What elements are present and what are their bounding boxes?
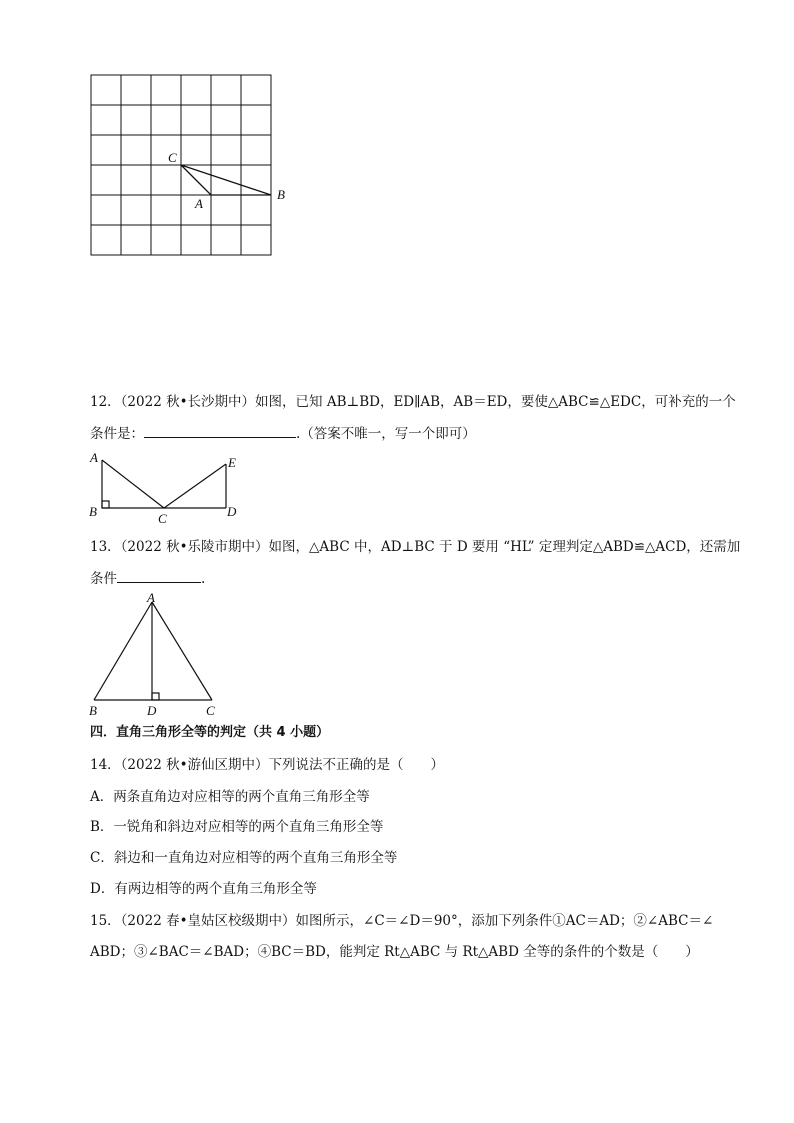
q12-label-c: C	[158, 511, 167, 526]
q13-figure-svg	[84, 590, 224, 720]
section4-title: 四．直角三角形全等的判定（共 4 小题）	[90, 725, 330, 740]
q12-label-d: D	[227, 504, 237, 519]
q14-stem: 14．（2022 秋•游仙区期中）下列说法不正确的是（ ）	[90, 757, 445, 773]
q14-option-c[interactable]: C．斜边和一直角边对应相等的两个直角三角形全等	[90, 850, 398, 866]
grid-figure-svg	[88, 72, 298, 262]
q13-label-d: D	[147, 703, 157, 718]
grid-figure	[88, 72, 298, 262]
q12-label-a: A	[90, 450, 98, 465]
q12-label-e: E	[228, 455, 236, 470]
label-a: A	[195, 196, 203, 211]
q13-line1: 13．（2022 秋•乐陵市期中）如图，△ABC 中，AD⊥BC 于 D 要用 “HL” 定理判定△ABD≌△ACD，还需加	[90, 539, 741, 555]
q12-label-b: B	[89, 504, 97, 519]
q13-label-a: A	[147, 590, 155, 605]
q12-lines	[102, 460, 226, 508]
q12-answer-blank[interactable]	[144, 423, 296, 438]
q15-line2: ABD；③∠BAC＝∠BAD；④BC＝BD，能判定 Rt△ABC 与 Rt△ABD 全等的条件的个数是（ ）	[90, 944, 699, 960]
q12-line2	[90, 423, 476, 443]
q13-answer-blank[interactable]	[117, 568, 201, 583]
label-c: C	[168, 150, 177, 165]
q14-option-b[interactable]: B．一锐角和斜边对应相等的两个直角三角形全等	[90, 819, 384, 835]
label-b: B	[277, 187, 285, 202]
triangle-abc	[181, 165, 271, 195]
q14-option-a[interactable]: A．两条直角边对应相等的两个直角三角形全等	[90, 789, 370, 805]
q12-line2-suffix: .（答案不唯一，写一个即可）	[296, 426, 476, 442]
q15-line1: 15．（2022 春•皇姑区校级期中）如图所示，∠C＝∠D＝90°，添加下列条件①AC＝AD；②∠ABC＝∠	[90, 913, 714, 929]
q13-line2-suffix: .	[201, 571, 206, 587]
q13-line2-prefix: 条件	[90, 571, 117, 587]
q13-label-c: C	[206, 703, 215, 718]
q13-label-b: B	[89, 703, 97, 718]
q13-figure	[84, 590, 224, 720]
q12-figure	[86, 448, 246, 528]
q14-option-d[interactable]: D．有两边相等的两个直角三角形全等	[90, 881, 317, 897]
q13-line2	[90, 568, 205, 588]
q12-line2-prefix: 条件是：	[90, 426, 144, 442]
q12-figure-svg	[86, 448, 246, 528]
q13-lines	[94, 602, 212, 700]
q12-line1: 12．（2022 秋•长沙期中）如图，已知 AB⊥BD，ED∥AB，AB＝ED，要使△ABC≌△EDC，可补充的一个	[90, 394, 736, 410]
